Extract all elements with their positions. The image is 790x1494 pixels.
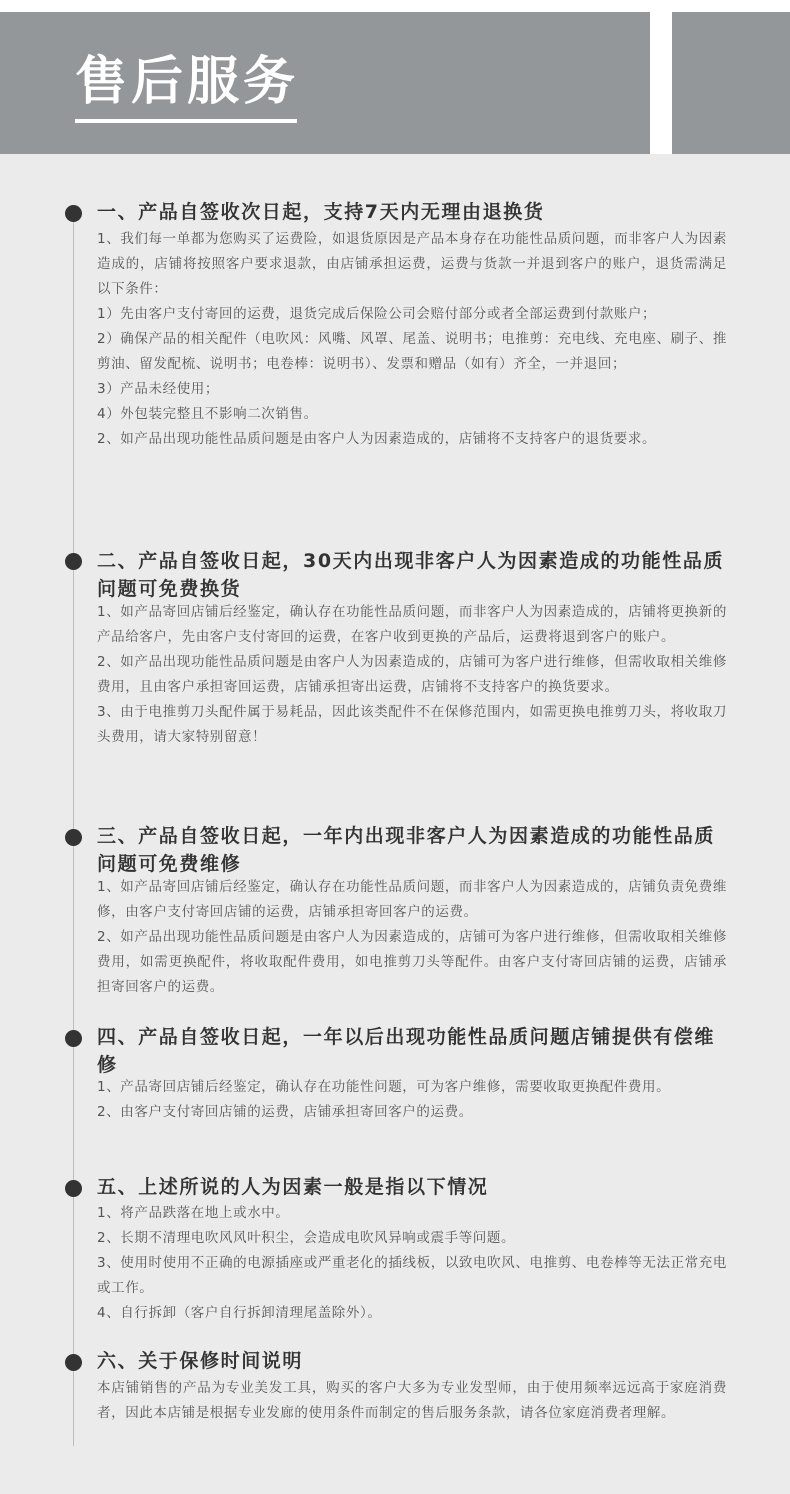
section-body xyxy=(97,1201,727,1326)
timeline-dot xyxy=(65,829,82,846)
header-divider xyxy=(650,12,672,154)
section-body xyxy=(97,1376,727,1426)
top-margin xyxy=(0,0,790,12)
section-paragraph: 2、由客户支付寄回店铺的运费，店铺承担寄回客户的运费。 xyxy=(97,1104,473,1120)
section-heading: 三、产品自签收日起，一年内出现非客户人为因素造成的功能性品质问题可免费维修 xyxy=(97,825,716,875)
timeline-dot xyxy=(65,1354,82,1371)
section-paragraph: 3、由于电推剪刀头配件属于易耗品，因此该类配件不在保修范围内，如需更换电推剪刀头，将收取刀头费用，请大家特别留意！ xyxy=(97,704,727,745)
section-paragraph: 本店铺销售的产品为专业美发工具，购买的客户大多为专业发型师，由于使用频率远远高于家庭消费者，因此本店铺是根据专业发廊的使用条件而制定的售后服务条款，请各位家庭消费者理解。 xyxy=(97,1380,727,1421)
timeline-dot xyxy=(65,553,82,570)
section-paragraph: 2、如产品出现功能性品质问题是由客户人为因素造成的，店铺将不支持客户的退货要求。 xyxy=(97,431,657,447)
page-title: 售后服务 xyxy=(75,52,300,112)
section-paragraph: 2、长期不清理电吹风风叶积尘，会造成电吹风异响或震手等问题。 xyxy=(97,1230,516,1246)
section-paragraph: 2）确保产品的相关配件（电吹风：风嘴、风罩、尾盖、说明书；电推剪：充电线、充电座、刷子、推剪油、留发配梳、说明书；电卷棒：说明书）、发票和赠品（如有）齐全，一并退回； xyxy=(97,331,727,372)
section-paragraph: 4、自行拆卸（客户自行拆卸清理尾盖除外）。 xyxy=(97,1305,382,1321)
section-paragraph: 1、如产品寄回店铺后经鉴定，确认存在功能性品质问题，而非客户人为因素造成的，店铺负责免费维修，由客户支付寄回店铺的运费，店铺承担寄回客户的运费。 xyxy=(97,879,727,920)
section-paragraph: 3、使用时使用不正确的电源插座或严重老化的插线板，以致电吹风、电推剪、电卷棒等无法正常充电或工作。 xyxy=(97,1255,727,1296)
section-heading: 二、产品自签收日起，30天内出现非客户人为因素造成的功能性品质问题可免费换货 xyxy=(97,550,725,600)
section-heading: 六、关于保修时间说明 xyxy=(97,1350,304,1372)
section-heading: 四、产品自签收日起，一年以后出现功能性品质问题店铺提供有偿维修 xyxy=(97,1026,716,1076)
section-paragraph: 1、我们每一单都为您购买了运费险，如退货原因是产品本身存在功能性品质问题，而非客户人为因素造成的，店铺将按照客户要求退款，由店铺承担运费，运费与货款一并退到客户的账户，退货需满足以下条件： xyxy=(97,231,727,297)
section-paragraph: 2、如产品出现功能性品质问题是由客户人为因素造成的，店铺可为客户进行维修，但需收取相关维修费用，且由客户承担寄回运费，店铺承担寄出运费，店铺将不支持客户的换货要求。 xyxy=(97,654,727,695)
timeline-dot xyxy=(65,205,82,222)
header-side-block xyxy=(672,12,790,154)
section-paragraph: 3）产品未经使用； xyxy=(97,381,219,397)
section-paragraph: 1、将产品跌落在地上或水中。 xyxy=(97,1205,290,1221)
section-heading: 一、产品自签收次日起，支持7天内无理由退换货 xyxy=(97,201,545,223)
section-body xyxy=(97,600,727,750)
section-paragraph: 4）外包装完整且不影响二次销售。 xyxy=(97,406,318,422)
timeline-dot xyxy=(65,1030,82,1047)
timeline-line xyxy=(73,210,74,1446)
timeline-dot xyxy=(65,1180,82,1197)
section-heading: 五、上述所说的人为因素一般是指以下情况 xyxy=(97,1176,489,1198)
section-paragraph: 2、如产品出现功能性品质问题是由客户人为因素造成的，店铺可为客户进行维修，但需收取相关维修费用，如需更换配件，将收取配件费用，如电推剪刀头等配件。由客户支付寄回店铺的运费，店铺承担寄回客户的运费。 xyxy=(97,929,727,995)
title-underline xyxy=(75,119,297,123)
section-paragraph: 1）先由客户支付寄回的运费，退货完成后保险公司会赔付部分或者全部运费到付款账户； xyxy=(97,306,657,322)
section-body xyxy=(97,1075,727,1125)
section-paragraph: 1、产品寄回店铺后经鉴定，确认存在功能性问题，可为客户维修，需要收取更换配件费用。 xyxy=(97,1079,671,1095)
section-body xyxy=(97,875,727,1000)
section-paragraph: 1、如产品寄回店铺后经鉴定，确认存在功能性品质问题，而非客户人为因素造成的，店铺将更换新的产品给客户，先由客户支付寄回的运费，在客户收到更换的产品后，运费将退到客户的账户。 xyxy=(97,604,727,645)
section-body xyxy=(97,227,727,452)
